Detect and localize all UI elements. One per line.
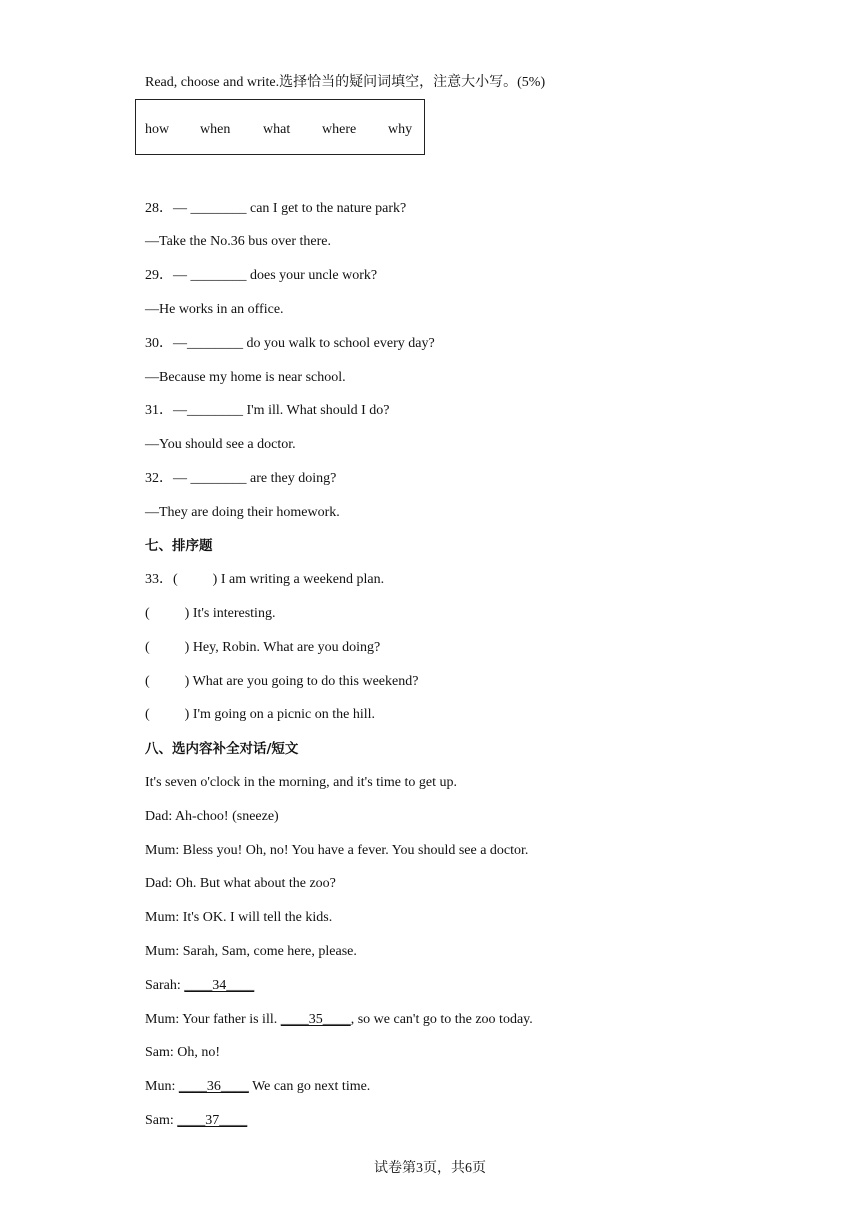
ordering-item: ( ) I'm going on a picnic on the hill. (145, 707, 375, 722)
word-bank-item: what (263, 122, 291, 137)
section-8-title: 八、选内容补全对话/短文 (145, 741, 299, 757)
answer-28: —Take the No.36 bus over there. (145, 234, 332, 249)
dialogue-line: Dad: Ah-choo! (sneeze) (145, 809, 279, 824)
blank-37: ____37____ (177, 1113, 248, 1128)
dialogue-line-blank-35 (145, 1011, 533, 1029)
instruction: Read, choose and write.选择恰当的疑问词填空，注意大小写。(5%) (145, 75, 546, 90)
ordering-item: ( ) It's interesting. (145, 606, 276, 621)
dialogue-line (145, 1044, 220, 1062)
word-bank-item: why (388, 122, 413, 137)
speaker-text: Sam: (145, 1113, 178, 1128)
word-bank-item: where (322, 122, 357, 137)
answer-31: —You should see a doctor. (145, 437, 296, 452)
ordering-item: ( ) Hey, Robin. What are you doing? (145, 640, 381, 655)
word-bank-item: how (145, 122, 170, 137)
dialogue-line: Mum: Bless you! Oh, no! You have a fever. You should see a doctor. (145, 843, 529, 858)
dialogue-line: Dad: Oh. But what about the zoo? (145, 876, 336, 891)
answer-30: —Because my home is near school. (145, 370, 346, 385)
word-bank-item: when (200, 122, 231, 137)
question-29: 29．— ________ does your uncle work? (145, 268, 378, 283)
dialogue-line: Mum: Sarah, Sam, come here, please. (145, 944, 357, 959)
word-bank-box (135, 99, 425, 155)
dialogue-line-blank-37 (145, 1112, 247, 1130)
trailing-text: We can go next time. (248, 1079, 371, 1094)
dialogue-line-blank-36 (145, 1078, 370, 1096)
speaker-text: Mum: Your father is ill. (145, 1012, 281, 1027)
question-32: 32．— ________ are they doing? (145, 471, 337, 486)
trailing-text: , so we can't go to the zoo today. (350, 1012, 533, 1027)
dialogue-line-blank-34 (145, 977, 254, 995)
question-28: 28．— ________ can I get to the nature park? (145, 201, 407, 216)
question-31: 31．—________ I'm ill. What should I do? (145, 403, 390, 418)
blank-35: ____35____ (280, 1012, 351, 1027)
answer-32: —They are doing their homework. (145, 505, 340, 520)
ordering-item: ( ) What are you going to do this weekend? (145, 674, 419, 689)
dialogue-line: It's seven o'clock in the morning, and it's time to get up. (145, 775, 458, 790)
question-30: 30．—________ do you walk to school every day? (145, 336, 435, 351)
blank-34: ____34____ (184, 978, 255, 993)
blank-36: ____36____ (178, 1079, 249, 1094)
ordering-item: 33．( ) I am writing a weekend plan. (145, 572, 385, 587)
section-7-title: 七、排序题 (145, 538, 213, 554)
answer-29: —He works in an office. (145, 302, 284, 317)
speaker-text: Sam: Oh, no! (145, 1045, 221, 1060)
speaker-text: Mun: (145, 1079, 179, 1094)
dialogue-line: Mum: It's OK. I will tell the kids. (145, 910, 333, 925)
speaker-text: Sarah: (145, 978, 185, 993)
page-footer: 试卷第3页，共6页 (374, 1161, 486, 1176)
